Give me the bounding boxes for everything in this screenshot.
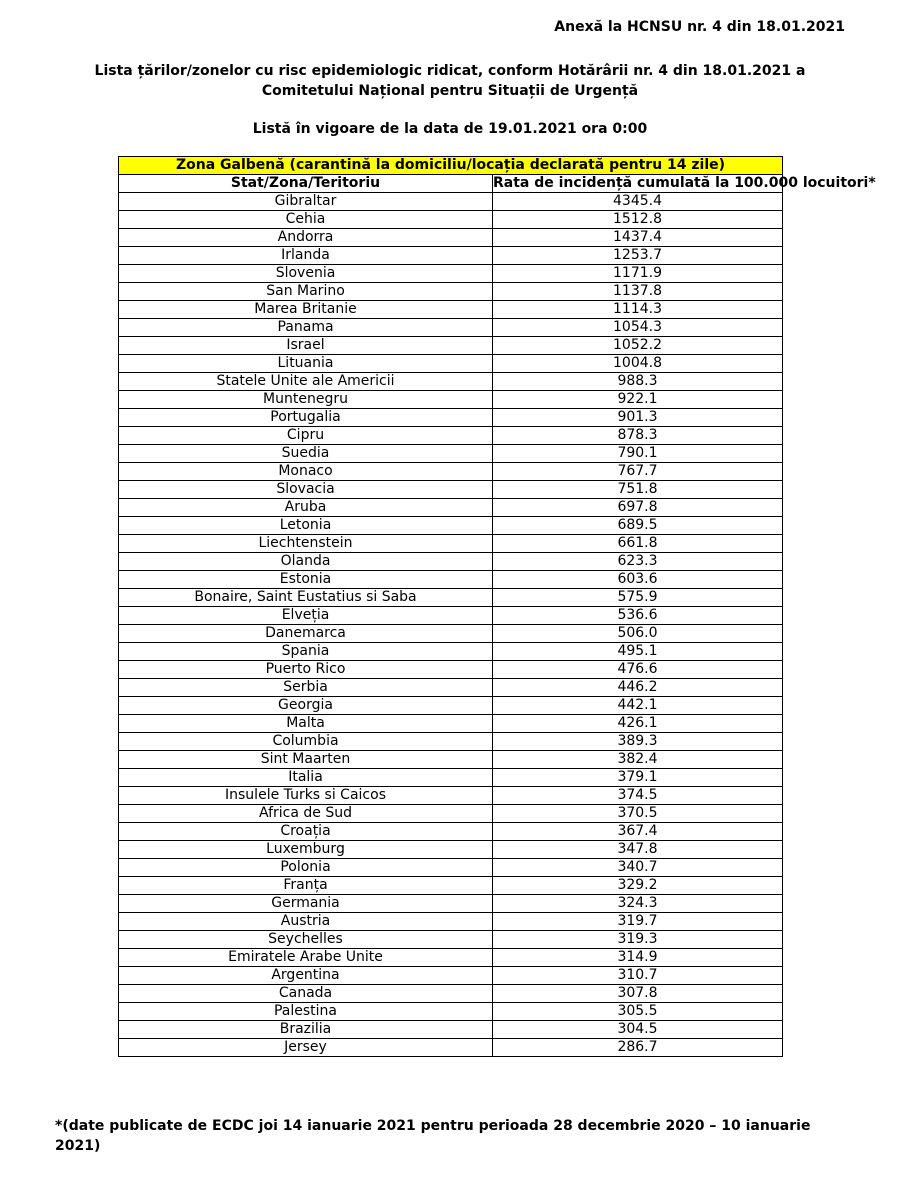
zone-title-row — [119, 157, 783, 175]
rate-cell: 1052.2 — [493, 337, 783, 355]
table-row — [119, 607, 783, 625]
rate-cell: 286.7 — [493, 1039, 783, 1057]
table-row — [119, 769, 783, 787]
rate-cell: 382.4 — [493, 751, 783, 769]
rate-cell: 603.6 — [493, 571, 783, 589]
rate-cell: 689.5 — [493, 517, 783, 535]
table-row — [119, 913, 783, 931]
table-row — [119, 751, 783, 769]
country-cell: Bonaire, Saint Eustatius si Saba — [119, 589, 493, 607]
country-cell: Danemarca — [119, 625, 493, 643]
rate-cell: 319.7 — [493, 913, 783, 931]
country-cell: Cipru — [119, 427, 493, 445]
rate-cell: 506.0 — [493, 625, 783, 643]
rate-cell: 901.3 — [493, 409, 783, 427]
country-cell: Africa de Sud — [119, 805, 493, 823]
table-row — [119, 895, 783, 913]
rate-cell: 495.1 — [493, 643, 783, 661]
rate-cell: 324.3 — [493, 895, 783, 913]
table-row — [119, 787, 783, 805]
rate-cell: 426.1 — [493, 715, 783, 733]
country-cell: Serbia — [119, 679, 493, 697]
country-cell: Palestina — [119, 1003, 493, 1021]
rate-cell: 304.5 — [493, 1021, 783, 1039]
rate-cell: 751.8 — [493, 481, 783, 499]
table-row — [119, 1021, 783, 1039]
title-line-2: Comitetului Național pentru Situații de Urgență — [261, 83, 639, 99]
rate-cell: 1137.8 — [493, 283, 783, 301]
table-row — [119, 841, 783, 859]
rate-cell: 922.1 — [493, 391, 783, 409]
table-row — [119, 481, 783, 499]
rate-cell: 661.8 — [493, 535, 783, 553]
country-cell: Malta — [119, 715, 493, 733]
country-cell: Israel — [119, 337, 493, 355]
table-row — [119, 1003, 783, 1021]
rate-cell: 367.4 — [493, 823, 783, 841]
column-header-rate: Rata de incidență cumulată la 100.000 locuitori* — [493, 175, 876, 191]
country-cell: Emiratele Arabe Unite — [119, 949, 493, 967]
country-cell: Letonia — [119, 517, 493, 535]
country-cell: Brazilia — [119, 1021, 493, 1039]
table-row — [119, 823, 783, 841]
country-cell: Irlanda — [119, 247, 493, 265]
rate-cell: 476.6 — [493, 661, 783, 679]
column-header-country: Stat/Zona/Teritoriu — [119, 175, 493, 193]
country-cell: Insulele Turks si Caicos — [119, 787, 493, 805]
table-row — [119, 859, 783, 877]
country-cell: Spania — [119, 643, 493, 661]
country-cell: Portugalia — [119, 409, 493, 427]
title-line-1: Lista țărilor/zonelor cu risc epidemiologic ridicat, conform Hotărârii nr. 4 din 18.01.2021 a — [94, 63, 806, 79]
country-cell: San Marino — [119, 283, 493, 301]
table-row — [119, 949, 783, 967]
country-cell: Austria — [119, 913, 493, 931]
table-row — [119, 463, 783, 481]
annex-reference: Anexă la HCNSU nr. 4 din 18.01.2021 — [554, 19, 845, 35]
table-row — [119, 355, 783, 373]
rate-cell: 878.3 — [493, 427, 783, 445]
country-cell: Italia — [119, 769, 493, 787]
country-cell: Argentina — [119, 967, 493, 985]
rate-cell: 1437.4 — [493, 229, 783, 247]
country-cell: Columbia — [119, 733, 493, 751]
table-row — [119, 409, 783, 427]
rate-cell: 1054.3 — [493, 319, 783, 337]
rate-cell: 4345.4 — [493, 193, 783, 211]
country-cell: Franța — [119, 877, 493, 895]
country-cell: Puerto Rico — [119, 661, 493, 679]
table-row — [119, 931, 783, 949]
rate-cell: 1253.7 — [493, 247, 783, 265]
country-cell: Panama — [119, 319, 493, 337]
table-row — [119, 967, 783, 985]
table-row — [119, 697, 783, 715]
table-row — [119, 283, 783, 301]
rate-cell: 446.2 — [493, 679, 783, 697]
table-row — [119, 373, 783, 391]
country-cell: Liechtenstein — [119, 535, 493, 553]
rate-cell: 389.3 — [493, 733, 783, 751]
country-cell: Marea Britanie — [119, 301, 493, 319]
country-cell: Seychelles — [119, 931, 493, 949]
country-cell: Luxemburg — [119, 841, 493, 859]
table-row — [119, 715, 783, 733]
rate-cell: 697.8 — [493, 499, 783, 517]
country-cell: Muntenegru — [119, 391, 493, 409]
table-row — [119, 265, 783, 283]
table-header-row — [119, 175, 783, 193]
table-row — [119, 499, 783, 517]
country-cell: Sint Maarten — [119, 751, 493, 769]
table-row — [119, 229, 783, 247]
zone-title: Zona Galbenă (carantină la domiciliu/locația declarată pentru 14 zile) — [119, 157, 783, 175]
country-cell: Slovacia — [119, 481, 493, 499]
table-row — [119, 733, 783, 751]
table-row — [119, 301, 783, 319]
table-row — [119, 391, 783, 409]
table-body — [119, 193, 783, 1057]
table-row — [119, 625, 783, 643]
country-cell: Suedia — [119, 445, 493, 463]
rate-cell: 1004.8 — [493, 355, 783, 373]
rate-cell: 310.7 — [493, 967, 783, 985]
country-cell: Gibraltar — [119, 193, 493, 211]
country-cell: Polonia — [119, 859, 493, 877]
rate-cell: 1171.9 — [493, 265, 783, 283]
country-cell: Andorra — [119, 229, 493, 247]
country-cell: Slovenia — [119, 265, 493, 283]
table-row — [119, 337, 783, 355]
country-cell: Statele Unite ale Americii — [119, 373, 493, 391]
rate-cell: 319.3 — [493, 931, 783, 949]
rate-cell: 1114.3 — [493, 301, 783, 319]
country-cell: Aruba — [119, 499, 493, 517]
table-row — [119, 193, 783, 211]
rate-cell: 790.1 — [493, 445, 783, 463]
table-row — [119, 319, 783, 337]
rate-cell: 305.5 — [493, 1003, 783, 1021]
country-cell: Germania — [119, 895, 493, 913]
country-cell: Georgia — [119, 697, 493, 715]
table-row — [119, 427, 783, 445]
country-cell: Croația — [119, 823, 493, 841]
yellow-zone-table — [118, 156, 876, 1057]
table-row — [119, 985, 783, 1003]
table-row — [119, 517, 783, 535]
table-row — [119, 805, 783, 823]
rate-cell: 575.9 — [493, 589, 783, 607]
rate-cell: 536.6 — [493, 607, 783, 625]
footnote: *(date publicate de ECDC joi 14 ianuarie 2021 pentru perioada 28 decembrie 2020 – 10 ianuarie 2021) — [55, 1118, 811, 1154]
rate-cell: 307.8 — [493, 985, 783, 1003]
table-row — [119, 877, 783, 895]
table-row — [119, 643, 783, 661]
rate-cell: 370.5 — [493, 805, 783, 823]
rate-cell: 379.1 — [493, 769, 783, 787]
country-cell: Monaco — [119, 463, 493, 481]
rate-cell: 340.7 — [493, 859, 783, 877]
rate-cell: 347.8 — [493, 841, 783, 859]
validity-subtitle: Listă în vigoare de la data de 19.01.2021 ora 0:00 — [252, 121, 648, 137]
country-cell: Estonia — [119, 571, 493, 589]
rate-cell: 988.3 — [493, 373, 783, 391]
table-row — [119, 211, 783, 229]
country-cell: Elveția — [119, 607, 493, 625]
rate-cell: 442.1 — [493, 697, 783, 715]
table-row — [119, 589, 783, 607]
rate-cell: 329.2 — [493, 877, 783, 895]
document-title — [0, 61, 900, 101]
rate-cell: 623.3 — [493, 553, 783, 571]
rate-cell: 767.7 — [493, 463, 783, 481]
country-cell: Jersey — [119, 1039, 493, 1057]
country-cell: Cehia — [119, 211, 493, 229]
table-row — [119, 661, 783, 679]
country-cell: Canada — [119, 985, 493, 1003]
table-row — [119, 445, 783, 463]
table-row — [119, 679, 783, 697]
table-row — [119, 553, 783, 571]
table-row — [119, 571, 783, 589]
country-cell: Olanda — [119, 553, 493, 571]
table-row — [119, 535, 783, 553]
table-row — [119, 247, 783, 265]
rate-cell: 1512.8 — [493, 211, 783, 229]
rate-cell: 314.9 — [493, 949, 783, 967]
country-cell: Lituania — [119, 355, 493, 373]
rate-cell: 374.5 — [493, 787, 783, 805]
table-row — [119, 1039, 783, 1057]
